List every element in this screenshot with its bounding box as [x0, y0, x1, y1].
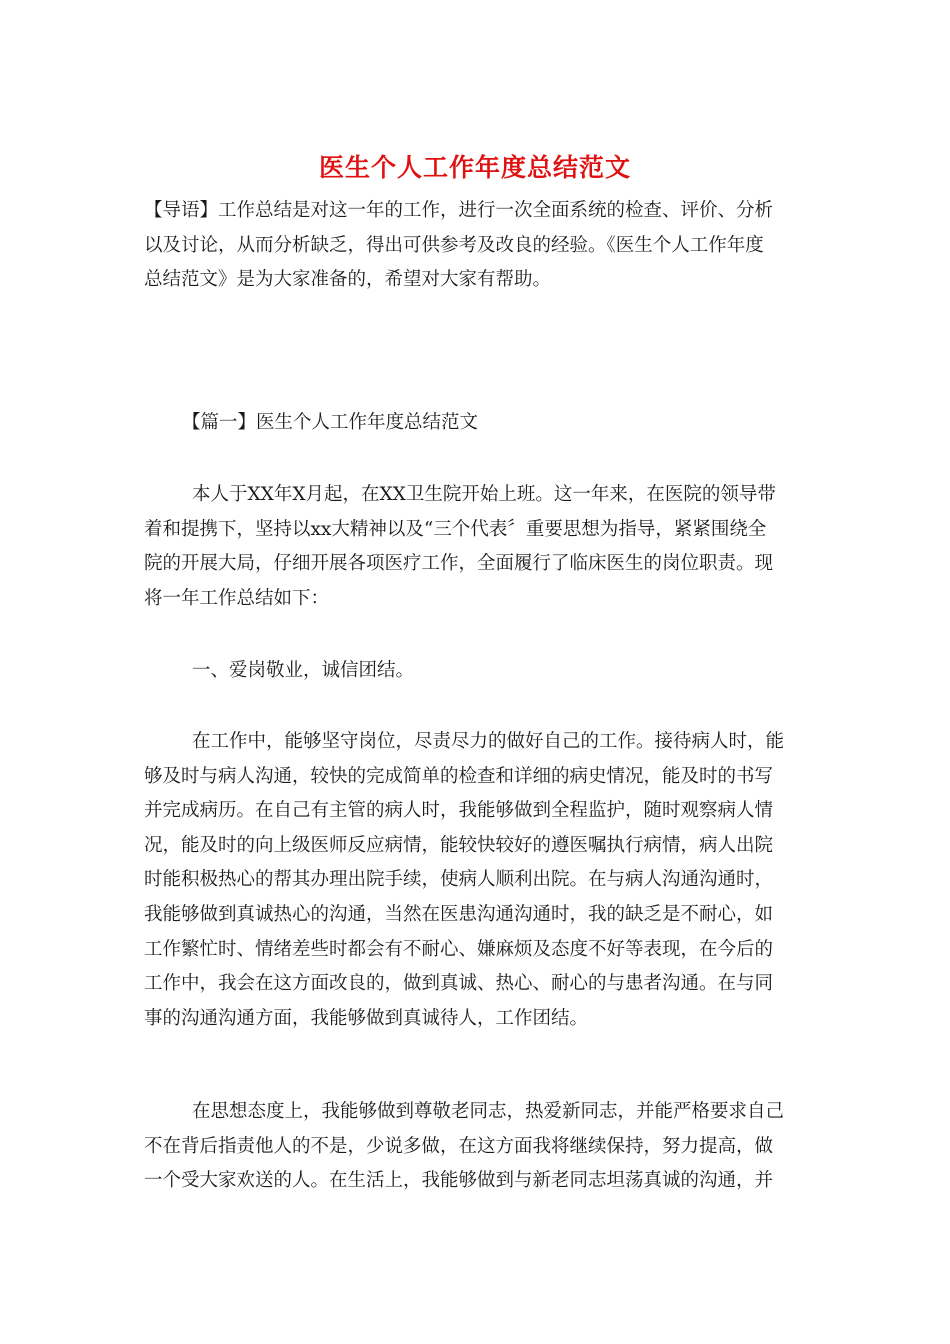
- paragraph-2: [144, 725, 806, 1036]
- paragraph-line: 事的沟通沟通方面，我能够做到真诚待人，工作团结。: [144, 1007, 589, 1029]
- document-title: 医生个人工作年度总结范文: [318, 153, 631, 182]
- paragraph-line: 一个受大家欢送的人。在生活上，我能够做到与新老同志坦荡真诚的沟通，并: [144, 1170, 774, 1192]
- paragraph-line: 工作繁忙时、情绪差些时都会有不耐心、嫌麻烦及态度不好等表现，在今后的: [144, 938, 774, 960]
- paragraph-line: 不在背后指责他人的不是，少说多做，在这方面我将继续保持，努力提高，做: [144, 1135, 774, 1157]
- intro-line: 总结范文》是为大家准备的，希望对大家有帮助。: [144, 269, 552, 291]
- paragraph-line: 并完成病历。在自己有主管的病人时，我能够做到全程监护，随时观察病人情: [144, 800, 774, 822]
- paragraph-line: 我能够做到真诚热心的沟通，当然在医患沟通沟通时，我的缺乏是不耐心，如: [144, 903, 774, 925]
- paragraph-line: 在工作中，能够坚守岗位，尽责尽力的做好自己的工作。接待病人时，能: [192, 731, 785, 752]
- paragraph-line: 本人于XX年X月起，在XX卫生院开始上班。这一年来，在医院的领导带: [192, 484, 776, 505]
- paragraph-line: 在思想态度上，我能够做到尊敬老同志，热爱新同志，并能严格要求自己: [192, 1101, 785, 1122]
- paragraph-line: 够及时与病人沟通，较快的完成简单的检查和详细的病史情况，能及时的书写: [144, 765, 774, 787]
- intro-line: 【导语】工作总结是对这一年的工作，进行一次全面系统的检查、评价、分析: [144, 200, 774, 221]
- paragraph-3: [144, 1095, 806, 1199]
- paragraph-line: 着和提携下，坚持以xx大精神以及“三个代表〞重要思想为指导，紧紧围绕全: [144, 518, 767, 540]
- section-heading: 【篇一】医生个人工作年度总结范文: [182, 412, 479, 433]
- paragraph-line: 将一年工作总结如下：: [144, 587, 330, 609]
- paragraph-line: 况，能及时的向上级医师反应病情，能较快较好的遵医嘱执行病情，病人出院: [144, 834, 774, 856]
- subheading-1: 一、爱岗敬业，诚信团结。: [192, 660, 415, 681]
- intro-line: 以及讨论，从而分析缺乏，得出可供参考及改良的经验。《医生个人工作年度: [144, 234, 764, 256]
- paragraph-line: 院的开展大局，仔细开展各项医疗工作，全面履行了临床医生的岗位职责。现: [144, 553, 774, 575]
- paragraph-line: 时能积极热心的帮其办理出院手续，使病人顺利出院。在与病人沟通沟通时，: [144, 869, 774, 891]
- paragraph-1: [144, 478, 806, 616]
- intro-paragraph: [144, 194, 806, 298]
- paragraph-line: 工作中，我会在这方面改良的，做到真诚、热心、耐心的与患者沟通。在与同: [144, 973, 774, 995]
